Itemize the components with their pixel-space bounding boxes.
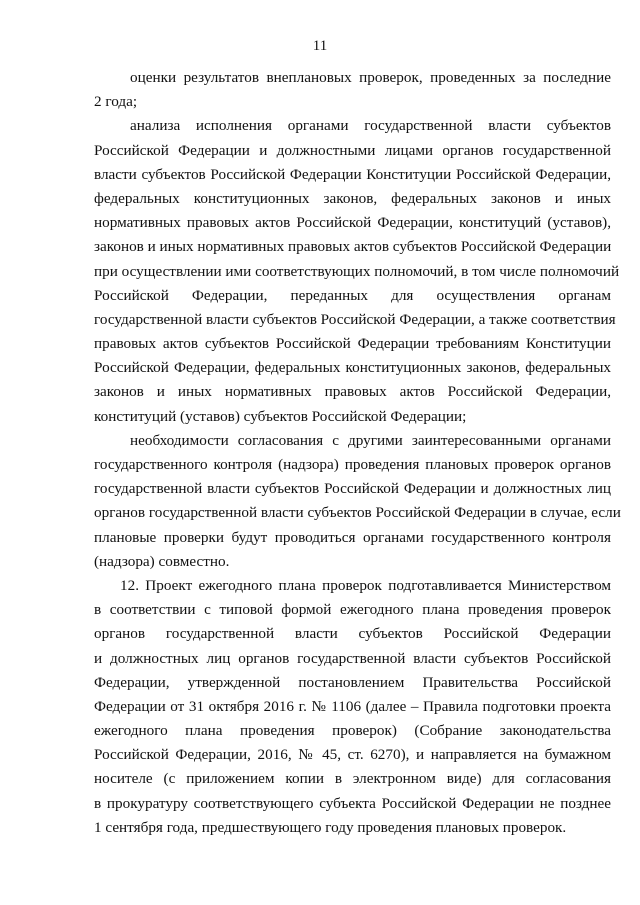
text-line: Российской Федерации, федеральных конституционных законов, федеральных — [94, 359, 611, 377]
text-line: при осуществлении ими соответствующих полномочий, в том числе полномочий — [94, 262, 620, 280]
page-number: 11 — [312, 38, 328, 54]
text-line: Федерации, утвержденной постановлением Правительства Российской — [94, 673, 611, 691]
text-line: 12. Проект ежегодного плана проверок подготавливается Министерством — [120, 576, 611, 594]
text-line: Российской Федерации и должностными лицами органов государственной — [94, 141, 611, 159]
text-line: 2 года; — [94, 93, 138, 111]
body-text — [94, 66, 621, 840]
text-line: власти субъектов Российской Федерации Конституции Российской Федерации, — [94, 165, 611, 183]
text-line: плановые проверки будут проводиться органами государственного контроля — [94, 528, 611, 546]
text-line: ежегодного плана проведения проверок) (Собрание законодательства — [94, 722, 611, 740]
text-line: законов и иных нормативных правовых актов субъектов Российской Федерации — [94, 238, 612, 256]
text-line: государственной власти субъектов Российской Федерации, а также соответствия — [94, 310, 616, 328]
text-line: в прокуратуру соответствующего субъекта Российской Федерации не позднее — [94, 794, 611, 812]
text-line: нормативных правовых актов Российской Федерации, конституций (уставов), — [94, 214, 611, 232]
text-line: правовых актов субъектов Российской Федерации требованиям Конституции — [94, 335, 611, 353]
text-line: и должностных лиц органов государственной власти субъектов Российской — [94, 649, 611, 667]
text-line: 1 сентября года, предшествующего году проведения плановых проверок. — [94, 818, 567, 836]
text-line: Федерации от 31 октября 2016 г. № 1106 (далее – Правила подготовки проекта — [94, 697, 611, 715]
text-line: государственной власти субъектов Российской Федерации и должностных лиц — [94, 480, 611, 498]
text-line: анализа исполнения органами государственной власти субъектов — [130, 117, 611, 135]
text-line: органов государственной власти субъектов Российской Федерации в случае, если — [94, 504, 621, 522]
text-line: законов и иных нормативных правовых актов Российской Федерации, — [94, 383, 611, 401]
text-line: Российской Федерации, переданных для осуществления органам — [94, 286, 611, 304]
text-line: носителе (с приложением копии в электронном виде) для согласования — [94, 770, 611, 788]
text-line: Российской Федерации, 2016, № 45, ст. 6270), и направляется на бумажном — [94, 746, 611, 764]
text-line: (надзора) совместно. — [94, 552, 230, 570]
text-line: конституций (уставов) субъектов Российской Федерации; — [94, 407, 467, 425]
text-line: федеральных конституционных законов, федеральных законов и иных — [94, 189, 611, 207]
text-line: органов государственной власти субъектов Российской Федерации — [94, 625, 611, 643]
text-line: в соответствии с типовой формой ежегодного плана проведения проверок — [94, 601, 611, 619]
text-line: оценки результатов внеплановых проверок, проведенных за последние — [130, 69, 611, 86]
text-line: государственного контроля (надзора) проведения плановых проверок органов — [94, 456, 611, 473]
text-line: необходимости согласования с другими заинтересованными органами — [130, 431, 611, 449]
